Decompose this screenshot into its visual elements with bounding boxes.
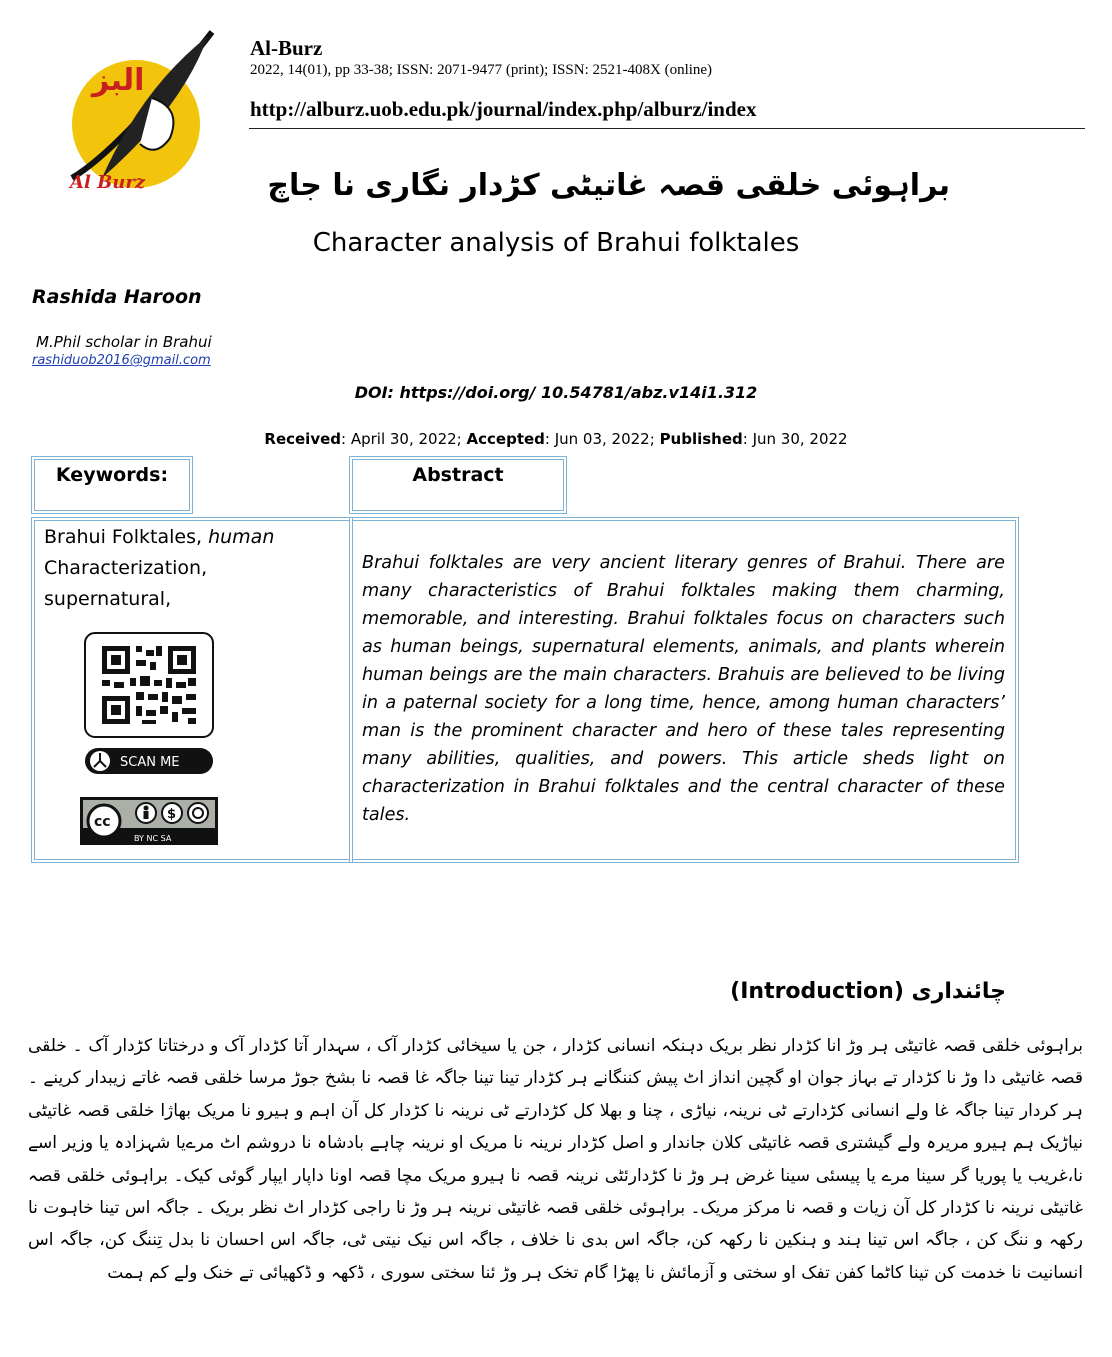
journal-logo	[62, 28, 222, 208]
scan-me-label: SCAN ME	[120, 755, 180, 770]
received-label: Received	[264, 430, 342, 448]
keyword-human: human	[208, 526, 275, 548]
scan-me-graphic	[84, 747, 214, 775]
cc-license-graphic	[80, 797, 218, 845]
keyword-line-1	[44, 522, 334, 553]
urdu-title: براہوئی خلقی قصہ غاتیٹی کڑدار نگاری نا جاچ	[267, 168, 950, 203]
header-divider	[249, 128, 1085, 129]
logo-latin-text: Al Burz	[70, 172, 146, 193]
abstract-heading: Abstract	[412, 464, 504, 486]
publication-dates	[0, 430, 1112, 448]
doi-link[interactable]: DOI: https://doi.org/ 10.54781/abz.v14i1.312	[354, 383, 758, 402]
author-affiliation: M.Phil scholar in Brahui	[36, 333, 212, 351]
journal-issn-line: 2022, 14(01), pp 33-38; ISSN: 2071-9477 (print); ISSN: 2521-408X (online)	[250, 62, 713, 78]
journal-name: Al-Burz	[250, 36, 323, 60]
journal-url-link[interactable]: http://alburz.uob.edu.pk/journal/index.php/alburz/index	[250, 97, 757, 121]
logo-urdu-text: البز	[92, 63, 145, 98]
author-email-link[interactable]: rashiduob2016@gmail.com	[32, 353, 211, 368]
keyword-brahui-folktales: Brahui Folktales,	[44, 526, 209, 548]
introduction-text: براہوئی خلقی قصہ غاتیٹی ہر وڑ انا کڑدار نظر بریک دہنکہ انسانی کڑدار ، جن یا سیخائی کڑدار آک ، سہدار آتا کڑدار آک و درختاتا کڑدار آک ۔ خلقی قصہ غاتیٹی دا وڑ نا کڑدار تے بہاز جوان او گچین انداز اٹ پیش کننگانے ہر کڑدار تینا تینا جاگہ غا قصہ نا بشخ جوڑ مرسا خلقی قصہ غاتے زیبدار کرینے ۔ ہر کردار تینا جاگہ غا ولے انسانی کڑدارتے ٹی نرینہ، نیاڑی ، چنا و بھلا کل کڑدارتے ٹی نرینہ نا کڑدار کل آن اہم و ہیرو نا مریک بھاژا خلقی قصہ غاتیٹی نیاڑیک ہم ہیرو مریرہ ولے گیشتری قصہ غاتیٹی کلان جاندار و اصل کڑدار نرینہ نا مریک او نرینہ چاہے بادشاہ نا دروشم اٹ مرےیا شہزادہ یا وزیر اسے نا،غریب یا پوریا گر سینا مرے یا پیسئی سینا غرض ہر وڑ نا کڑدارئٹی نرینہ قصہ نا ہیرو مریک مچا قصہ اونا داپار ایپار گوئی کیک۔ براہوئی خلقی قصہ غاتیٹی نرینہ نا کڑدار کل آن زیات و قصہ نا مرکز مریک۔ براہوئی خلقی قصہ غاتیٹی نرینہ ہر وڑ نا راجی کڑدار اٹ نظر بریک ۔ جاگہ اس تینا خاہوت نا رکھہ و ننگ کن ، جاگہ اس تینا ہند و ہنکین نا رکھہ کن، جاگہ اس بدی نا خلاف ، جاگہ اس نیک نیتی ٹی، جاگہ اس احسان نا بدل تِننگ کن، جاگہ اس انسانیت نا خدمت کن تینا کاٹما کفن تفک او سختی و آزمائش نا پھڑا گام تخک ہر وڑ ئنا سختی سوری ، ڈکھہ و ڈکھیائی تے خنک ولے کم ہمت	[28, 1036, 1083, 1283]
accepted-date: : Jun 03, 2022;	[544, 430, 660, 448]
cc-icon-label: cc	[94, 814, 111, 830]
introduction-heading: چائنداری (Introduction)	[730, 979, 1006, 1004]
keywords-heading-box	[34, 459, 190, 511]
svg-text:$: $	[167, 807, 177, 822]
english-title: Character analysis of Brahui folktales	[312, 228, 800, 258]
keywords-list	[44, 522, 334, 615]
published-label: Published	[659, 430, 743, 448]
scan-me-badge	[84, 747, 214, 775]
published-date: : Jun 30, 2022	[742, 430, 848, 448]
qr-code[interactable]	[84, 632, 214, 738]
sharealike-icon	[188, 803, 208, 823]
keyword-line-3: supernatural,	[44, 588, 172, 610]
abstract-text: Brahui folktales are very ancient literary genres of Brahui. There are many characteristics of Brahui folktales making them charming, memorable, and interesting. Brahui folktales focus on characters such as human beings, supernatural elements, animals, and plants wherein human beings are the main characters. Brahuis are believed to be living in a paternal society for a long time, hence, among human characters’ man is the prominent character and hero of these tales representing many abilities, qualities, and powers. This article sheds light on characterization in Brahui folktales and the central character of these tales.	[362, 553, 1005, 825]
author-name: Rashida Haroon	[32, 286, 202, 308]
logo-graphic	[62, 28, 222, 208]
keyword-line-2: Characterization,	[44, 557, 208, 579]
accepted-label: Accepted	[466, 430, 545, 448]
cc-terms-label: BY NC SA	[134, 834, 172, 843]
qr-code-graphic	[84, 632, 214, 738]
received-date: : April 30, 2022;	[341, 430, 467, 448]
abstract-heading-box	[352, 459, 564, 511]
keywords-heading: Keywords:	[55, 464, 169, 486]
cc-license-badge[interactable]	[80, 797, 218, 845]
